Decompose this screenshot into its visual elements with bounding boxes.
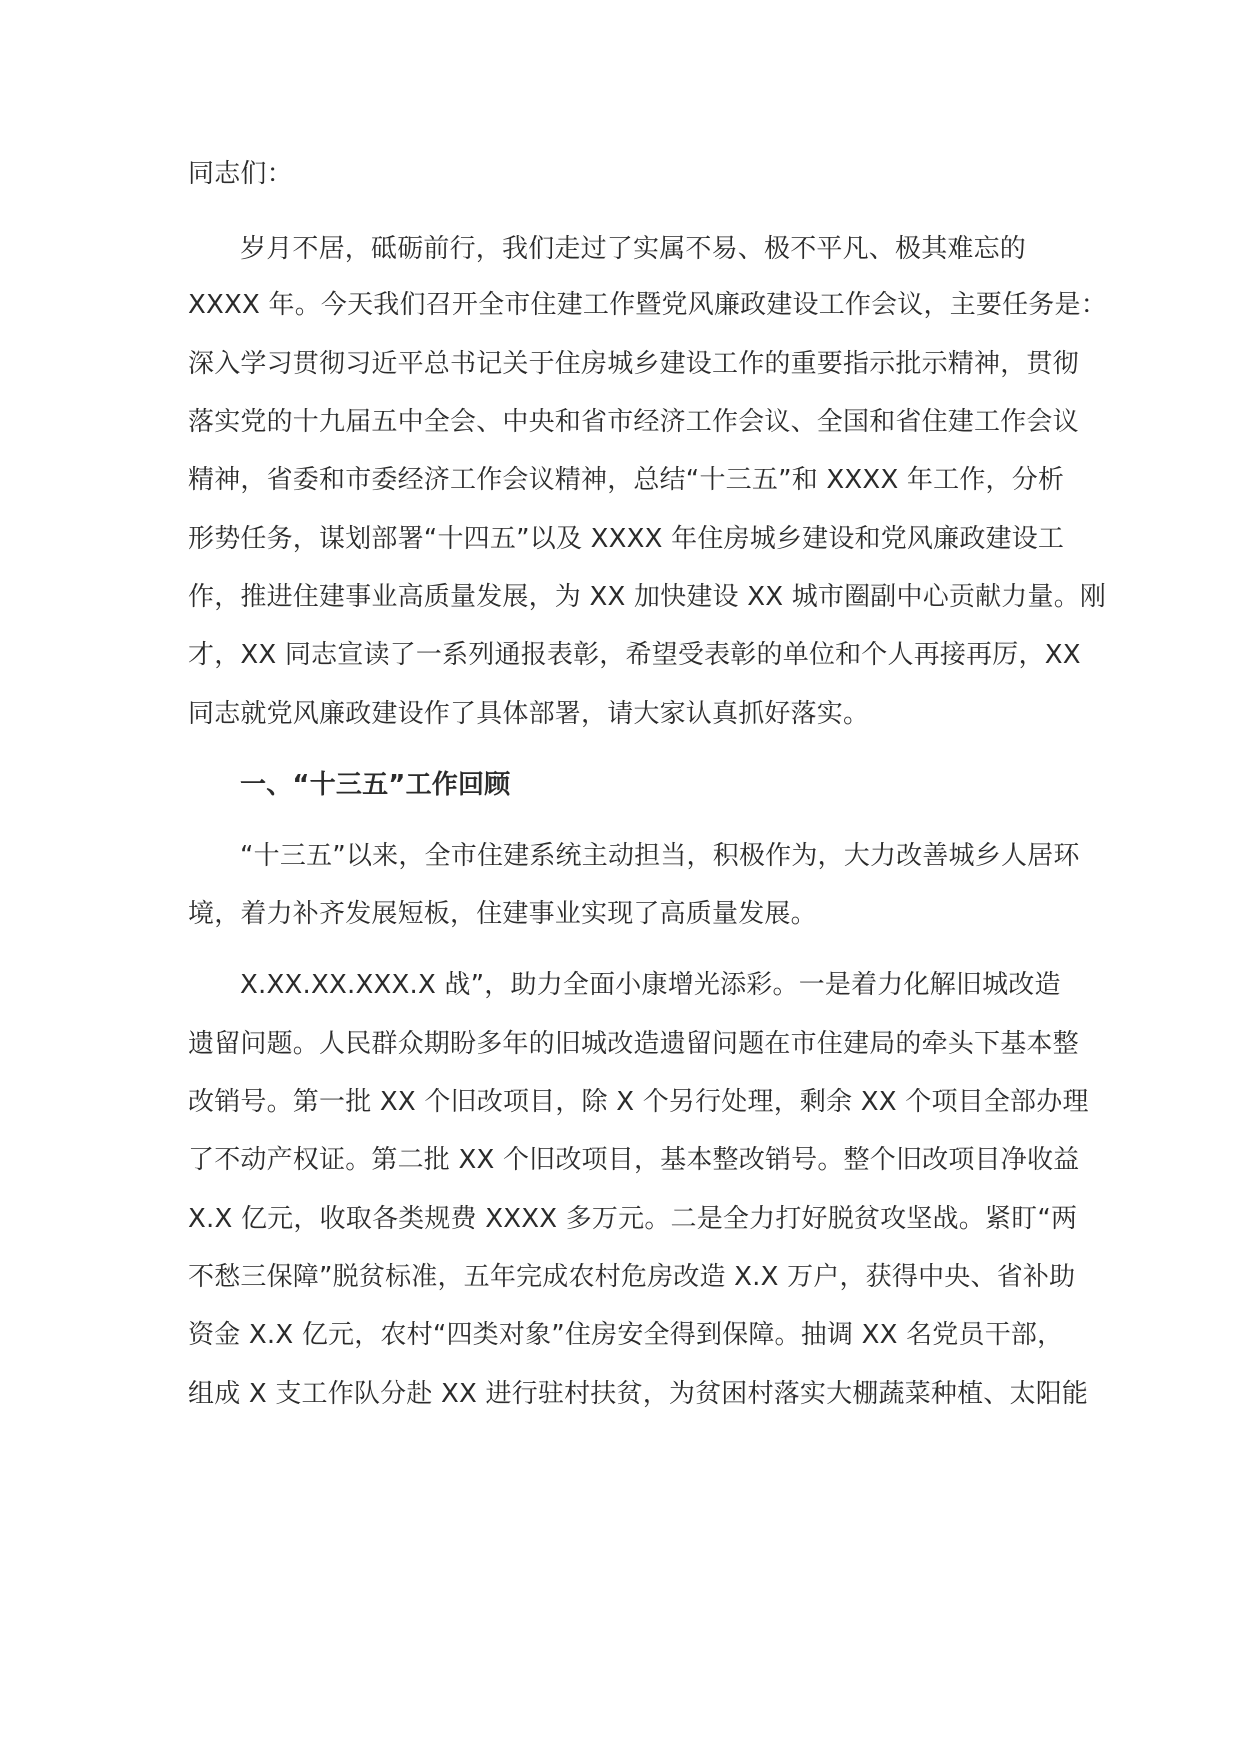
- paragraph-1-line: 落实党的十九届五中全会、中央和省市经济工作会议、全国和省住建工作会议: [188, 407, 1079, 437]
- paragraph-2-line: “十三五”以来，全市住建系统主动担当，积极作为，大力改善城乡人居环: [240, 841, 1080, 871]
- paragraph-3-line: 遗留问题。人民群众期盼多年的旧城改造遗留问题在市住建局的牵头下基本整: [188, 1029, 1079, 1059]
- paragraph-3-line: X.XX.XX.XXX.X 战”，助力全面小康增光添彩。一是着力化解旧城改造: [240, 970, 1061, 1000]
- paragraph-3-line: 了不动产权证。第二批 XX 个旧改项目，基本整改销号。整个旧改项目净收益: [188, 1145, 1080, 1175]
- section-heading: 一、“十三五”工作回顾: [240, 770, 511, 800]
- paragraph-1-line: 精神，省委和市委经济工作会议精神，总结“十三五”和 XXXX 年工作，分析: [188, 465, 1065, 495]
- paragraph-1-line: 深入学习贯彻习近平总书记关于住房城乡建设工作的重要指示批示精神，贯彻: [188, 349, 1079, 379]
- paragraph-1-line: 岁月不居，砥砺前行，我们走过了实属不易、极不平凡、极其难忘的: [240, 234, 1027, 264]
- paragraph-1-line: 才，XX 同志宣读了一系列通报表彰，希望受表彰的单位和个人再接再厉，XX: [188, 640, 1081, 670]
- salutation: 同志们：: [188, 159, 293, 189]
- paragraph-1-line: 作，推进住建事业高质量发展，为 XX 加快建设 XX 城市圈副中心贡献力量。刚: [188, 582, 1107, 612]
- paragraph-1-line: 形势任务，谋划部署“十四五”以及 XXXX 年住房城乡建设和党风廉政建设工: [188, 524, 1065, 554]
- paragraph-3-line: 不愁三保障”脱贫标准，五年完成农村危房改造 X.X 万户，获得中央、省补助: [188, 1262, 1076, 1292]
- paragraph-1-line: XXXX 年。今天我们召开全市住建工作暨党风廉政建设工作会议，主要任务是：: [188, 290, 1107, 320]
- paragraph-2-line: 境，着力补齐发展短板，住建事业实现了高质量发展。: [188, 899, 817, 929]
- paragraph-1-line: 同志就党风廉政建设作了具体部署，请大家认真抓好落实。: [188, 699, 870, 729]
- paragraph-3-line: X.X 亿元，收取各类规费 XXXX 多万元。二是全力打好脱贫攻坚战。紧盯“两: [188, 1204, 1078, 1234]
- paragraph-3-line: 资金 X.X 亿元，农村“四类对象”住房安全得到保障。抽调 XX 名党员干部，: [188, 1320, 1064, 1350]
- paragraph-3-line: 改销号。第一批 XX 个旧改项目，除 X 个另行处理，剩余 XX 个项目全部办理: [188, 1087, 1089, 1117]
- paragraph-3-line: 组成 X 支工作队分赴 XX 进行驻村扶贫，为贫困村落实大棚蔬菜种植、太阳能: [188, 1379, 1089, 1409]
